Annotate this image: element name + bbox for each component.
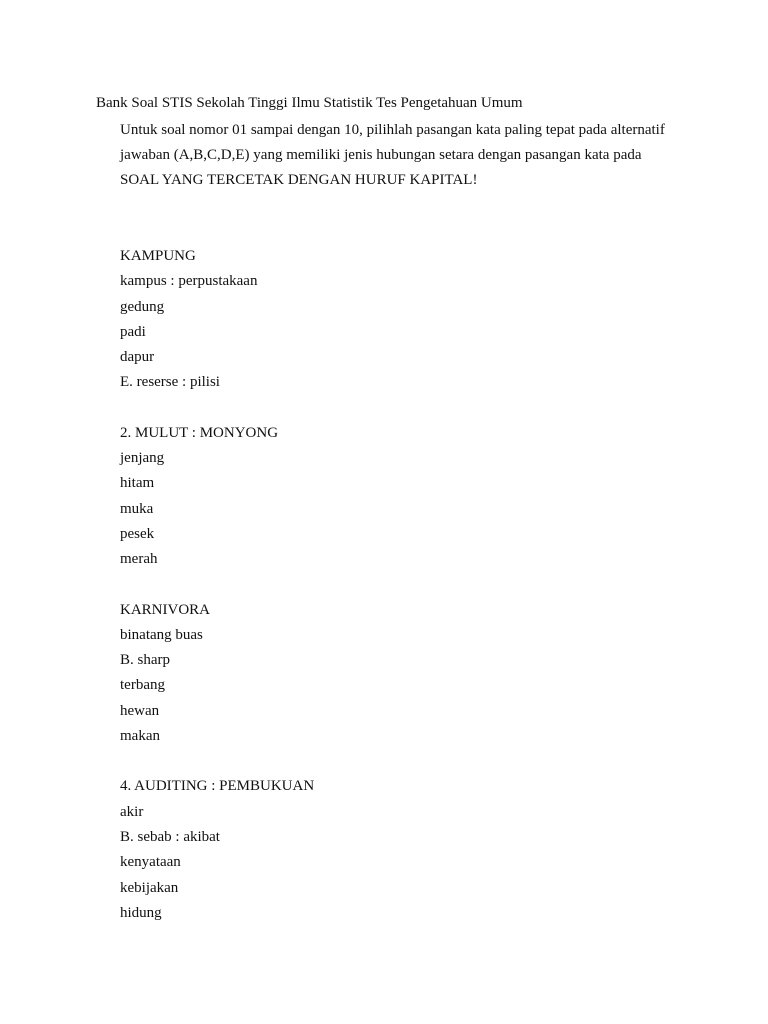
answer-option: hitam	[120, 475, 155, 492]
question-stem: 2. MULUT : MONYONG	[120, 424, 279, 441]
instruction-line: jawaban (A,B,C,D,E) yang memiliki jenis hubungan setara dengan pasangan kata pada	[120, 147, 642, 163]
answer-option: padi	[120, 323, 146, 340]
answer-option: muka	[120, 500, 154, 517]
answer-option: jenjang	[120, 450, 165, 467]
question-4	[120, 774, 680, 926]
answer-option: dapur	[120, 349, 155, 366]
answer-option: kebijakan	[120, 879, 179, 896]
answer-option: kenyataan	[120, 854, 181, 871]
question-stem: 4. AUDITING : PEMBUKUAN	[120, 778, 315, 795]
question-3	[120, 598, 680, 750]
answer-option: terbang	[120, 677, 165, 694]
instruction-line: Untuk soal nomor 01 sampai dengan 10, pilihlah pasangan kata paling tepat pada alternatif	[120, 122, 665, 138]
answer-option: merah	[120, 551, 158, 568]
question-list	[120, 244, 680, 951]
answer-option: binatang buas	[120, 626, 203, 643]
answer-option: hidung	[120, 904, 162, 921]
answer-option: kampus : perpustakaan	[120, 273, 258, 290]
instructions	[120, 118, 720, 193]
answer-option: akir	[120, 803, 144, 820]
instruction-line: SOAL YANG TERCETAK DENGAN HURUF KAPITAL!	[120, 172, 478, 188]
question-2	[120, 421, 680, 573]
answer-option: E. reserse : pilisi	[120, 374, 220, 391]
answer-option: B. sebab : akibat	[120, 828, 220, 845]
question-stem: KAMPUNG	[120, 248, 196, 264]
answer-option: makan	[120, 728, 160, 745]
document-title: Bank Soal STIS Sekolah Tinggi Ilmu Statistik Tes Pengetahuan Umum	[96, 95, 523, 111]
question-stem: KARNIVORA	[120, 601, 210, 618]
answer-option: B. sharp	[120, 652, 170, 669]
answer-option: hewan	[120, 702, 160, 719]
answer-option: gedung	[120, 298, 165, 315]
answer-option: pesek	[120, 525, 155, 542]
question-1	[120, 244, 680, 396]
